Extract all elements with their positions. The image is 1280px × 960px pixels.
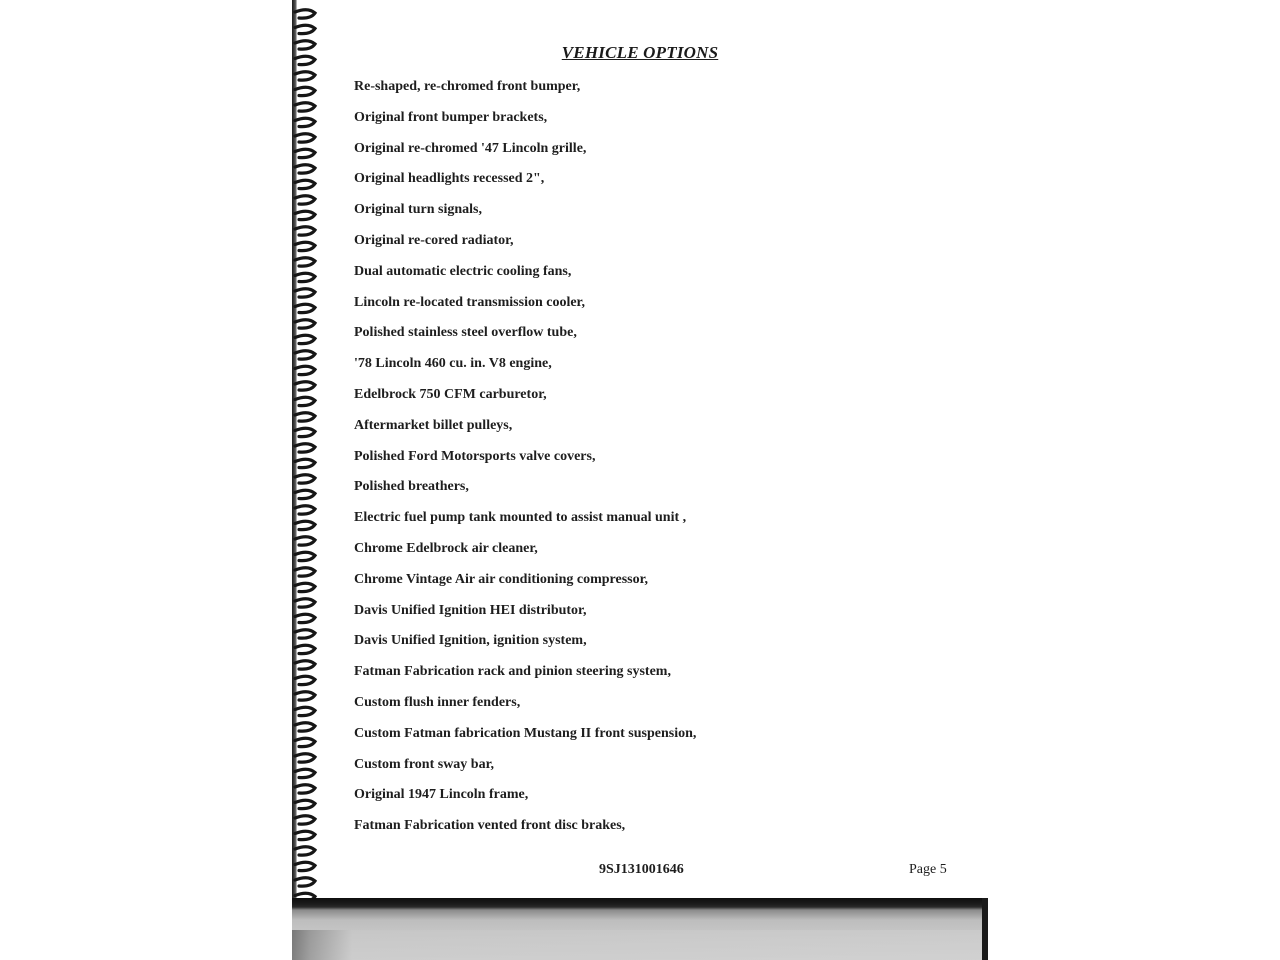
coil-loop bbox=[295, 335, 315, 343]
coil-loop bbox=[295, 738, 315, 746]
coil-loop bbox=[295, 149, 315, 157]
coil-loop bbox=[295, 25, 315, 33]
coil-loop bbox=[295, 10, 315, 18]
coil-loop bbox=[295, 459, 315, 467]
coil-loop bbox=[295, 800, 315, 808]
coil-loop bbox=[295, 552, 315, 560]
page-right-edge bbox=[982, 898, 988, 960]
option-item: Polished Ford Motorsports valve covers, bbox=[354, 448, 596, 464]
coil-loop bbox=[295, 630, 315, 638]
option-item: '78 Lincoln 460 cu. in. V8 engine, bbox=[354, 356, 552, 372]
option-item: Custom front sway bar, bbox=[354, 756, 495, 772]
coil-loop bbox=[295, 87, 315, 95]
footer-page-number: Page 5 bbox=[909, 862, 947, 877]
option-item: Davis Unified Ignition, ignition system, bbox=[354, 633, 587, 649]
option-item: Davis Unified Ignition HEI distributor, bbox=[354, 602, 587, 618]
document-page bbox=[292, 0, 988, 960]
coil-loop bbox=[295, 599, 315, 607]
footer-vin: 9SJ131001646 bbox=[599, 862, 684, 877]
coil-loop bbox=[295, 444, 315, 452]
coil-loop bbox=[295, 180, 315, 188]
coil-loop bbox=[295, 769, 315, 777]
options-list bbox=[354, 76, 696, 846]
option-item: Electric fuel pump tank mounted to assist manual unit , bbox=[354, 510, 687, 526]
coil-loop bbox=[295, 878, 315, 886]
coil-loop bbox=[295, 645, 315, 653]
coil-loop bbox=[295, 754, 315, 762]
option-item: Original headlights recessed 2", bbox=[354, 171, 545, 187]
coil-loop bbox=[295, 165, 315, 173]
coil-loop bbox=[295, 72, 315, 80]
coil-loop bbox=[295, 134, 315, 142]
option-item: Fatman Fabrication vented front disc brakes, bbox=[354, 818, 626, 834]
coil-loop bbox=[295, 289, 315, 297]
option-item: Original re-chromed '47 Lincoln grille, bbox=[354, 140, 587, 156]
coil-loop bbox=[295, 490, 315, 498]
underlying-page-shadow bbox=[292, 930, 988, 960]
coil-loop bbox=[295, 211, 315, 219]
coil-loop bbox=[295, 676, 315, 684]
coil-loop bbox=[295, 816, 315, 824]
option-item: Chrome Vintage Air air conditioning compressor, bbox=[354, 571, 649, 587]
coil-loop bbox=[295, 661, 315, 669]
coil-loop bbox=[295, 568, 315, 576]
option-item: Polished stainless steel overflow tube, bbox=[354, 325, 577, 341]
coil-loop bbox=[295, 583, 315, 591]
option-item: Chrome Edelbrock air cleaner, bbox=[354, 540, 538, 556]
coil-loop bbox=[295, 413, 315, 421]
coil-loop bbox=[295, 707, 315, 715]
option-item: Re-shaped, re-chromed front bumper, bbox=[354, 79, 581, 94]
coil-loop bbox=[295, 847, 315, 855]
option-item: Dual automatic electric cooling fans, bbox=[354, 263, 572, 279]
coil-loop bbox=[295, 723, 315, 731]
coil-loop bbox=[295, 196, 315, 204]
option-item: Lincoln re-located transmission cooler, bbox=[354, 294, 585, 310]
coil-loop bbox=[295, 227, 315, 235]
option-item: Polished breathers, bbox=[354, 479, 469, 495]
spiral-binding-icon bbox=[292, 0, 322, 900]
page-title: VEHICLE OPTIONS bbox=[561, 43, 719, 62]
option-item: Original re-cored radiator, bbox=[354, 232, 514, 248]
option-item: Fatman Fabrication rack and pinion steering system, bbox=[354, 664, 671, 680]
coil-loop bbox=[295, 862, 315, 870]
option-item: Original front bumper brackets, bbox=[354, 109, 548, 125]
coil-loop bbox=[295, 506, 315, 514]
option-item: Custom Fatman fabrication Mustang II front suspension, bbox=[354, 725, 697, 741]
coil-loop bbox=[295, 258, 315, 266]
coil-loop bbox=[295, 242, 315, 250]
coil-loop bbox=[295, 614, 315, 622]
coil-loop bbox=[295, 382, 315, 390]
coil-loop bbox=[295, 366, 315, 374]
coil-loop bbox=[295, 273, 315, 281]
coil-loop bbox=[295, 397, 315, 405]
option-item: Original turn signals, bbox=[354, 202, 482, 218]
coil-loop bbox=[295, 428, 315, 436]
coil-loop bbox=[295, 521, 315, 529]
option-item: Aftermarket billet pulleys, bbox=[354, 417, 513, 433]
coil-loop bbox=[295, 537, 315, 545]
coil-loop bbox=[295, 351, 315, 359]
coil-loop bbox=[295, 692, 315, 700]
option-item: Custom flush inner fenders, bbox=[354, 694, 521, 710]
coil-loop bbox=[295, 118, 315, 126]
option-item: Edelbrock 750 CFM carburetor, bbox=[354, 386, 547, 402]
coil-loop bbox=[295, 304, 315, 312]
coil-loop bbox=[295, 475, 315, 483]
coil-loop bbox=[295, 320, 315, 328]
coil-loop bbox=[295, 103, 315, 111]
coil-loop bbox=[295, 831, 315, 839]
option-item: Original 1947 Lincoln frame, bbox=[354, 787, 529, 803]
coil-loop bbox=[295, 785, 315, 793]
